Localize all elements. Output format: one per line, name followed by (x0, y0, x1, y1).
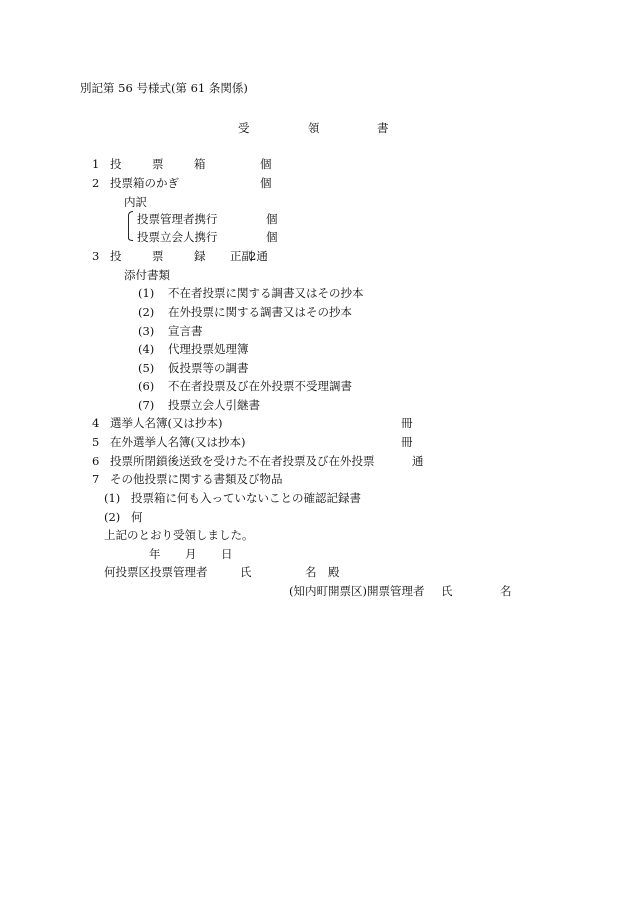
attached-doc-text: 不在者投票及び在外投票不受理調書 (168, 379, 352, 393)
item-3-attached-label: 添付書類 (124, 268, 170, 282)
attached-doc-number: (6) (138, 379, 155, 393)
item-2-unit: 個 (260, 176, 272, 190)
signer-mei: 名 (500, 584, 512, 598)
item-1-label-char-3: 箱 (194, 157, 206, 171)
attached-doc-text: 仮投票等の調書 (168, 361, 249, 375)
date-day-label: 日 (221, 547, 233, 561)
item-3-label-char-1: 投 (110, 249, 122, 263)
item-1-unit: 個 (260, 157, 272, 171)
item-7-sub-number: (2) (104, 510, 121, 524)
item-3-count: 2通 (249, 249, 268, 263)
breakdown-item-1-label: 投票管理者携行 (137, 212, 218, 226)
item-4-number: 4 (92, 416, 100, 430)
attached-doc-number: (2) (138, 305, 155, 319)
breakdown-item-2-unit: 個 (266, 230, 278, 244)
attached-doc-text: 代理投票処理簿 (168, 342, 249, 356)
form-reference: 別記第 56 号様式(第 61 条関係) (80, 81, 248, 95)
addressee-title: 何投票区投票管理者 (104, 565, 208, 579)
item-3-number: 3 (92, 249, 100, 263)
addressee-honorific: 殿 (328, 565, 340, 579)
item-2-breakdown-label: 内訳 (124, 195, 147, 209)
item-7-sub-text: 投票箱に何も入っていないことの確認記録書 (131, 491, 361, 505)
item-6-unit: 通 (412, 454, 424, 468)
addressee-mei: 名 (305, 565, 317, 579)
item-6-number: 6 (92, 454, 100, 468)
item-1-label-char-2: 票 (152, 157, 164, 171)
item-3-label-char-2: 票 (152, 249, 164, 263)
attached-doc-text: 不在者投票に関する調書又はその抄本 (168, 286, 364, 300)
signer-shi: 氏 (441, 584, 453, 598)
item-1-label-char-1: 投 (110, 157, 122, 171)
date-year-label: 年 (149, 547, 161, 561)
item-6-label: 投票所閉鎖後送致を受けた不在者投票及び在外投票 (110, 454, 375, 468)
attached-doc-number: (7) (138, 398, 155, 412)
title-char-3: 書 (377, 121, 389, 135)
breakdown-brace (127, 211, 133, 241)
date-month-label: 月 (185, 547, 197, 561)
attached-doc-text: 投票立会人引継書 (168, 398, 260, 412)
attached-doc-text: 在外投票に関する調書又はその抄本 (168, 305, 352, 319)
title-char-1: 受 (238, 121, 250, 135)
item-5-unit: 冊 (401, 435, 413, 449)
item-7-sub-number: (1) (104, 491, 121, 505)
attached-doc-text: 宣言書 (168, 324, 203, 338)
item-2-number: 2 (92, 176, 100, 190)
breakdown-item-1-unit: 個 (266, 212, 278, 226)
breakdown-item-2-label: 投票立会人携行 (137, 230, 218, 244)
item-3-label-char-3: 録 (194, 249, 206, 263)
attached-doc-number: (1) (138, 286, 155, 300)
item-4-unit: 冊 (401, 416, 413, 430)
title-char-2: 領 (308, 121, 320, 135)
item-2-label: 投票箱のかぎ (110, 176, 179, 190)
item-7-number: 7 (92, 472, 100, 486)
signer-title: (知内町開票区)開票管理者 (289, 584, 425, 598)
item-5-number: 5 (92, 435, 100, 449)
item-5-label: 在外選挙人名簿(又は抄本) (110, 435, 246, 449)
attached-doc-number: (4) (138, 342, 155, 356)
item-7-label: その他投票に関する書類及び物品 (110, 472, 283, 486)
addressee-shi: 氏 (240, 565, 252, 579)
item-4-label: 選挙人名簿(又は抄本) (110, 416, 223, 430)
item-3-copies: 正副 (230, 249, 253, 263)
attached-doc-number: (5) (138, 361, 155, 375)
item-7-sub-text: 何 (131, 510, 143, 524)
receipt-statement: 上記のとおり受領しました。 (104, 528, 254, 542)
attached-doc-number: (3) (138, 324, 155, 338)
item-1-number: 1 (92, 157, 100, 171)
